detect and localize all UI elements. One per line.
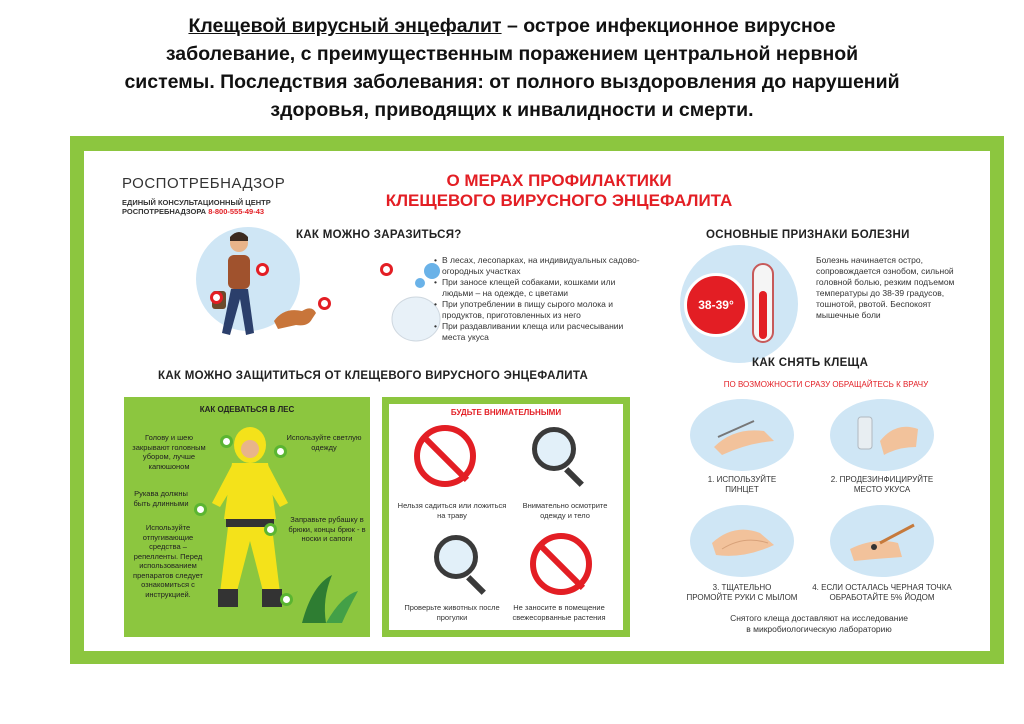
poster-title-line-1: О МЕРАХ ПРОФИЛАКТИКИ [446,171,672,190]
milk-jug-icon [392,297,440,341]
intro-text [40,12,984,124]
intro-term: Клещевой вирусный энцефалит [188,15,502,37]
no-plants-icon [530,533,592,595]
tick-marker-icon [318,297,331,310]
step-3-line-2: ПРОМОЙТЕ РУКИ С МЫЛОМ [686,593,798,602]
step-1-label [672,475,812,495]
step-3-label [672,583,812,603]
intro-line-3: системы. Последствия заболевания: от полного выздоровления до нарушений [124,71,900,93]
brand-name: РОСПОТРЕБНАДЗОР [122,175,286,192]
symptoms-text: Болезнь начинается остро, сопровождается ознобом, сильной головной болью, резким подъемом температуры до 38-39 градусов, тошнотой, рвотой. Беспокоят мышечные боли [816,255,955,320]
tweezers-icon [704,407,784,463]
removal-heading: КАК СНЯТЬ КЛЕЩА [752,357,869,369]
infection-list [434,255,644,343]
trousers-icon [220,527,280,595]
no-sitting-icon [414,425,476,487]
poster-title-line-2: КЛЕЩЕВОГО ВИРУСНОГО ЭНЦЕФАЛИТА [385,191,733,210]
brand-phone: 8-800-555-49-43 [208,207,265,216]
infection-item: • При заносе клещей собаками, кошками или людьми – на одежде, с цветами [434,277,644,298]
caption-pets: Проверьте животных после прогулки [404,603,500,622]
step-4-line-2: ОБРАБОТАЙТЕ 5% ЙОДОМ [829,593,935,602]
tick-marker-icon [210,291,223,304]
step-1-line-2: ПИНЦЕТ [725,485,759,494]
note-sleeves: Рукава должны быть длинными [133,489,189,508]
brand-sub-1: ЕДИНЫЙ КОНСУЛЬТАЦИОННЫЙ ЦЕНТР [122,198,271,207]
lab-note-line-1: Снятого клеща доставляют на исследование [730,613,908,623]
step-3-line-1: 3. ТЩАТЕЛЬНО [712,583,772,592]
removal-subheading: ПО ВОЗМОЖНОСТИ СРАЗУ ОБРАЩАЙТЕСЬ К ВРАЧУ [723,380,929,389]
note-repellent: Используйте отпугивающие средства – репелленты. Перед использованием препаратов следует ознакомиться с инструкцией. [133,523,203,599]
poster [84,151,990,651]
brand-sub-2: РОСПОТРЕБНАДЗОРА [122,207,207,216]
intro-line-2: заболевание, с преимущественным поражением центральной нервной [165,43,859,65]
infection-heading: КАК МОЖНО ЗАРАЗИТЬСЯ? [296,229,462,241]
temperature-badge: 38-39° [684,273,748,337]
brand-block [122,175,285,216]
face-icon [241,440,259,458]
caption-plants: Не заносите в помещение свежесорванные растения [512,603,606,622]
intro-line-4: здоровья, приводящих к инвалидности и смерти. [270,99,754,121]
caption-inspect: Внимательно осмотрите одежду и тело [522,501,608,520]
iodine-icon [844,513,924,569]
marker-dot-icon [194,503,207,516]
intro-line-1 [40,12,984,40]
dress-heading: КАК ОДЕВАТЬСЯ В ЛЕС [199,405,295,414]
step-1-line-1: 1. ИСПОЛЬЗУЙТЕ [707,475,777,484]
note-tuck: Заправьте рубашку в брюки, концы брюк - в носки и сапоги [288,515,366,543]
intro-line-1-rest: – острое инфекционное вирусное [501,15,836,37]
marker-dot-icon [220,435,233,448]
infection-item: • В лесах, лесопарках, на индивидуальных садово-огородных участках [434,255,644,276]
left-boot-icon [218,589,238,607]
lab-note-line-2: в микробиологическую лабораторию [746,624,892,634]
step-2-line-2: МЕСТО УКУСА [853,485,911,494]
infection-item: • При употреблении в пищу сырого молока и продуктов, приготовленных из него [434,299,644,320]
dress-panel [124,397,370,637]
magnifier-pet-icon [434,535,478,579]
tick-marker-icon [256,263,269,276]
caption-grass: Нельзя садиться или ложиться на траву [397,501,507,520]
step-2-label [812,475,952,495]
man-jacket-icon [228,255,250,289]
note-head: Голову и шею закрывают головным убором, лучше капюшоном [132,433,206,471]
plant-icon [292,565,362,625]
tick-marker-icon [380,263,393,276]
protection-heading: КАК МОЖНО ЗАЩИТИТЬСЯ ОТ КЛЕЩЕВОГО ВИРУСНОГО ЭНЦЕФАЛИТА [158,370,589,382]
flower-small-icon [415,278,425,288]
marker-dot-icon [264,523,277,536]
disinfect-icon [844,407,924,463]
infection-item: • При раздавливании клеща или расчесывании места укуса [434,321,644,342]
right-boot-icon [262,589,282,607]
note-light: Используйте светлую одежду [286,433,362,452]
attention-heading: БУДЬТЕ ВНИМАТЕЛЬНЫМИ [450,408,562,417]
lab-note [689,613,949,635]
wash-hands-icon [704,513,784,569]
magnifier-icon [532,427,576,471]
step-4-line-1: 4. ЕСЛИ ОСТАЛАСЬ ЧЕРНАЯ ТОЧКА [812,583,952,592]
poster-title [369,171,749,211]
thermometer-fill [759,291,767,339]
marker-dot-icon [274,445,287,458]
brand-sub [122,198,285,216]
step-4-label [812,583,952,603]
step-2-line-1: 2. ПРОДЕЗИНФИЦИРУЙТЕ [830,475,934,484]
symptoms-heading: ОСНОВНЫЕ ПРИЗНАКИ БОЛЕЗНИ [706,229,910,241]
